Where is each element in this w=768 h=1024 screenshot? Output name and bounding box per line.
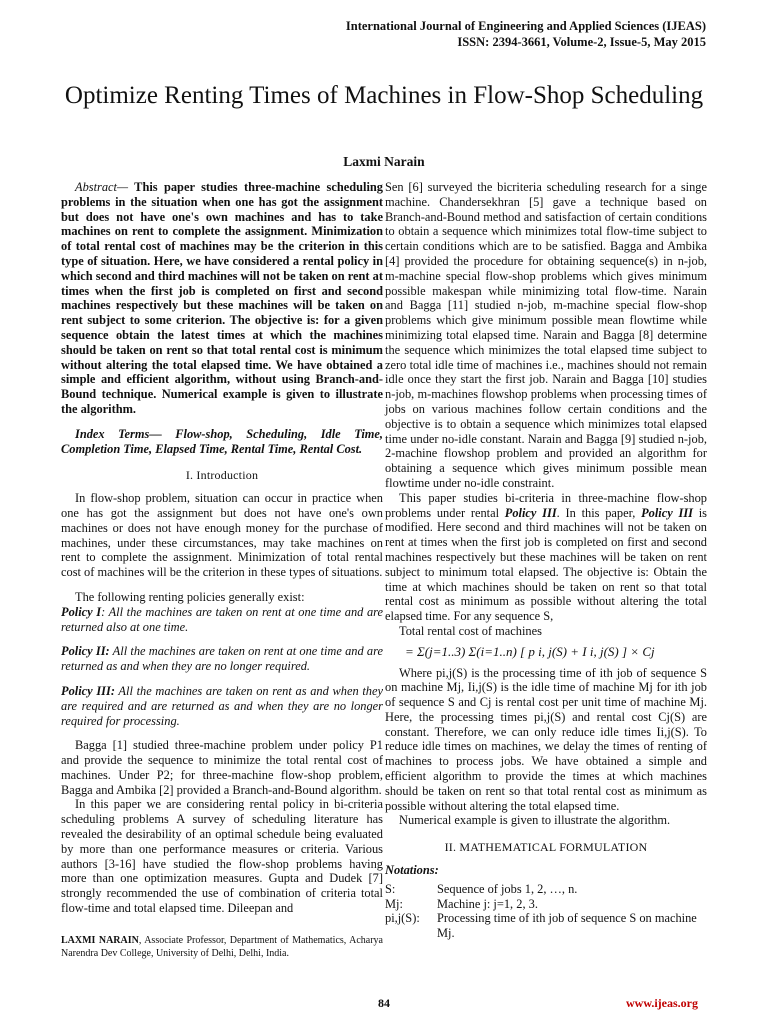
abstract-text: This paper studies three-machine scheduling problems in the situation when one has got the assignment but does not have one's own machines and has to take machines on rent to complete the assignment. Minimization of total rental cost of machines may be the criterion in this type of situation. Here, we have considered a rental policy in which second and third machines will not be taken on rent at times when the first job is completed on first and second machines respectively but these machines will be taken on rent subject to some criterion. The objective is: for a given sequence obtain the latest times at which the machines should be taken on rent so that total rental cost is minimum without altering the total elapsed time. We have obtained a simple and efficient algorithm, without using Branch-and-Bound technique. Numerical example is given to illustrate the algorithm.	[61, 180, 383, 416]
footnote-text: , Associate Professor, Department of Mathematics, Acharya Narendra Dev College, University of Delhi, Delhi, India.	[61, 935, 383, 959]
paper-author: Laxmi Narain	[343, 154, 425, 169]
notation-row	[385, 882, 707, 897]
right-p2-part-c: is modified. Here second and third machines will not be taken on rent at times when the first job is completed on first and second machines respectively but these machines will be taken on rent subject to minimum total elapsed. The objective is: Obtain the time at which machines should be taken on rent so that total rental cost as minimum as possible without altering the total elapsed time. For any sequence S,	[385, 505, 707, 624]
intro-paragraph-3: Bagga [1] studied three-machine problem under policy P1 and provide the sequence to minimize the total rental cost of machines. Under P2; for three-machine flow-shop problem, Bagga and Ambika [2] provided a Branch-and-Bound algorithm.	[61, 738, 383, 797]
notation-value: Machine j: j=1, 2, 3.	[437, 896, 538, 911]
notation-key: Mj:	[385, 896, 403, 911]
intro-paragraph-1: In flow-shop problem, situation can occur in practice when one has got the assignment but does not have one's own machines or does not have enough money for the purchase of machines, under these circumstances, may take machines on rent to complete the assignment. Minimization of total rental cost of machines will be the criterion in these types of situations.	[61, 491, 383, 580]
section-heading-introduction: I. Introduction	[185, 468, 259, 483]
policy-2	[61, 644, 383, 674]
notation-key: S:	[385, 881, 396, 896]
right-paragraph-5: Numerical example is given to illustrate the algorithm.	[399, 813, 671, 828]
notation-key: pi,j(S):	[385, 911, 420, 926]
notation-value: Sequence of jobs 1, 2, …, n.	[437, 881, 578, 896]
notation-value: Processing time of ith job of sequence S on machine Mj.	[437, 911, 697, 941]
footnote-name: LAXMI NARAIN	[61, 935, 139, 946]
intro-paragraph-4: In this paper we are considering rental policy in bi-criteria scheduling problems A survey of scheduling literature has revealed the desirability of an optimal schedule being evaluated by more than one performance measures or criteria. Various authors [3-16] have studied the flow-shop problems having more than one optimization measures. Gupta and Dudek [7] strongly recommended the use of combination of criteria total flow-time and total elapsed time. Dileepan and	[61, 797, 383, 916]
section-heading-formulation: II. MATHEMATICAL FORMULATION	[444, 840, 648, 855]
journal-url[interactable]: www.ijeas.org	[626, 996, 698, 1010]
notations-label: Notations:	[385, 863, 439, 878]
policy-1-label: Policy I	[61, 604, 102, 619]
right-paragraph-1: Sen [6] surveyed the bicriteria scheduling research for a singe machine. Chandersekhran [5] gave a technique based on Branch-and-Bound method and satisfaction of certain conditions to obtain a sequence which minimizes total flow-time subject to certain conditions which are to be satisfied. Bagga and Ambika [4] provided the procedure for obtaining sequence(s) in n-job, m-machine special flow-shop problems which gives minimum possible makespan while minimizing total flow-time. Narain and Bagga [11] studied n-job, m-machine special flow-shop problems which give minimum possible mean flowtime while minimizing total elapsed time. Narain and Bagga [8] determine the sequence which minimizes the total elapsed time subject to zero total idle time of machines i.e., machines should not remain idle once they start the first job. Narain and Bagga [10] studies n-job, m-machines flowshop problems when processing times of jobs on various machines follow certain conditions and the objective is to obtain a sequence which minimizes total elapsed time under no-idle constant. Narain and Bagga [9] studied n-job, 2-machine flowshop problem and provided an algorithm for obtaining a sequence which gives minimum possible mean flowtime under no-idle constraint.	[385, 180, 707, 490]
journal-header	[346, 18, 706, 50]
right-column	[385, 180, 707, 941]
paper-title: Optimize Renting Times of Machines in Flow-Shop Scheduling	[64, 82, 704, 109]
right-paragraph-3: Total rental cost of machines	[399, 623, 542, 638]
policy-3-text: All the machines are taken on rent as and when they are required and are returned as and when they are no longer required for processing.	[61, 683, 383, 728]
abstract-label: Abstract—	[75, 180, 129, 194]
notations-list	[385, 882, 707, 941]
policy-2-label: Policy II:	[61, 644, 110, 659]
right-p2-policy-2: Policy III	[641, 505, 693, 520]
notation-row	[385, 897, 707, 912]
left-column	[61, 180, 383, 916]
right-paragraph-4: Where pi,j(S) is the processing time of ith job of sequence S on machine Mj, Ii,j(S) is the idle time of machine Mj for ith job of sequence S and Cj is rental cost per unit time of machine Mj. Here, the processing times pi,j(S) and rental cost Cj(S) are constant. Therefore, we can only reduce idle times Ii,j(S). To reduce idle times on machines, we delay the times of renting of machines to process jobs. We have obtained a simple and efficient algorithm to provide the times at which machines should be taken on rent so that total rental cost as minimum as possible without altering the total elapsed time.	[385, 665, 707, 813]
notation-row	[385, 911, 707, 941]
policy-1-text: : All the machines are taken on rent at one time and are returned also at one time.	[61, 604, 383, 634]
policy-1	[61, 605, 383, 635]
page-number: 84	[378, 996, 390, 1010]
policy-2-text: All the machines are taken on rent at one time and are returned as and when they are no longer required.	[61, 644, 383, 674]
author-footnote	[61, 934, 383, 960]
policy-3	[61, 684, 383, 728]
policy-3-label: Policy III:	[61, 683, 115, 698]
abstract	[61, 180, 383, 417]
right-p2-part-a: This paper studies bi-criteria in three-machine flow-shop problems under rental	[385, 490, 707, 520]
intro-paragraph-2: The following renting policies generally exist:	[75, 589, 305, 604]
index-terms: Index Terms— Flow-shop, Scheduling, Idle Time, Completion Time, Elapsed Time, Rental Time, Rental Cost.	[61, 426, 383, 456]
journal-name: International Journal of Engineering and Applied Sciences (IJEAS)	[345, 19, 706, 33]
right-paragraph-2	[385, 491, 707, 624]
journal-issn: ISSN: 2394-3661, Volume-2, Issue-5, May 2015	[457, 35, 706, 49]
rental-cost-formula: = Σ(j=1..3) Σ(i=1..n) [ p i, j(S) + I i, j(S) ] × Cj	[405, 643, 655, 659]
right-p2-policy: Policy III	[504, 505, 557, 520]
right-p2-part-b: . In this paper,	[556, 505, 642, 520]
